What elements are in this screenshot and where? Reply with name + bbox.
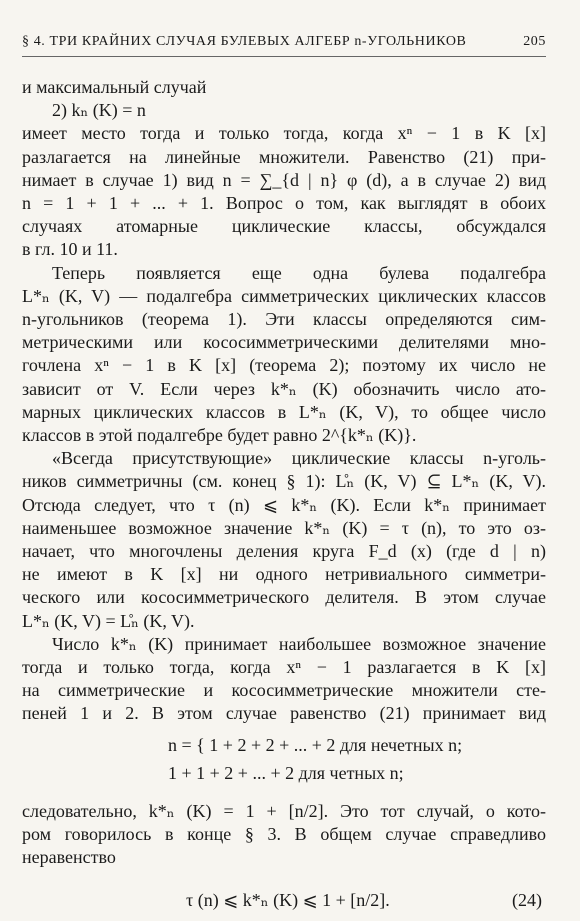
formula-case-even: 1 + 1 + 2 + ... + 2 для четных n; [168,762,404,783]
text-line: и максимальный случай [22,77,207,97]
text-line: на симметрические и кососимметрические множители сте- [22,680,546,701]
text-line: Теперь появляется еще одна булева подалгебра [52,262,546,283]
text-line: в гл. 10 и 11. [22,239,118,260]
text-line: ников симметричны (см. конец § 1): L̊ₙ (K, V) ⊆ L*ₙ (K, V). [22,471,546,492]
text-line: Число k*ₙ (K) принимает наибольшее возможное значение [52,633,546,654]
text-line: L*ₙ (K, V) — подалгебра симметрических циклических классов [22,285,546,306]
text-line: случаях атомарные циклические классы, обсуждался [22,216,546,237]
text-line: n = 1 + 1 + ... + 1. Вопрос о том, как выглядят в обоих [22,193,546,214]
text-line: ром говорилось в конце § 3. В общем случае справедливо [22,823,546,844]
text-line: следовательно, k*ₙ (K) = 1 + [n/2]. Это тот случай, о кото- [22,800,546,821]
formula-case-odd: n = { 1 + 2 + 2 + ... + 2 для нечетных n; [168,734,463,755]
text-line: «Всегда присутствующие» циклические классы n-уголь- [52,448,546,469]
inequality-expression: τ (n) ⩽ k*ₙ (K) ⩽ 1 + [n/2]. [186,890,390,911]
text-line: нимает в случае 1) вид n = ∑_{d | n} φ (d), а в случае 2) вид [22,169,546,190]
text-line: наименьшее возможное значение k*ₙ (K) = τ (n), то это оз- [22,517,546,538]
text-line: зависит от V. Если через k*ₙ (K) обозначить число ато- [22,378,546,399]
text-line: Отсюда следует, что τ (n) ⩽ k*ₙ (K). Если k*ₙ принимает [22,494,546,515]
text-line: пеней 1 и 2. В этом случае равенство (21) принимает вид [22,703,546,724]
display-inequality [22,881,546,921]
equation-number: (24) [512,890,542,911]
text-line: ческого или кососимметрического делителя. В этом случае [22,587,546,608]
text-line: начает, что многочлены деления круга F_d (x) (где d | n) [22,541,546,562]
text-line: неравенство [22,847,116,868]
text-line: имеет место тогда и только тогда, когда xⁿ − 1 в K [x] [22,123,546,144]
text-line: метрическими или кососимметрическими делителями мно- [22,332,546,353]
text-line: L*ₙ (K, V) = L̊ₙ (K, V). [22,610,195,631]
header-rule [22,56,546,57]
text-line: тогда и только тогда, когда xⁿ − 1 разлагается в K [x] [22,657,546,678]
page-number: 205 [523,34,546,49]
text-line: разлагается на линейные множители. Равенство (21) при- [22,146,546,167]
formula-case-2: 2) kₙ (K) = n [52,100,146,121]
text-line: марных циклических классов в L*ₙ (K, V), то общее число [22,401,546,422]
main-text [22,76,546,921]
section-title: § 4. ТРИ КРАЙНИХ СЛУЧАЯ БУЛЕВЫХ АЛГЕБР n-УГОЛЬНИКОВ [22,34,467,49]
text-line: n-угольников (теорема 1). Эти классы определяются сим- [22,309,546,330]
text-line: гочлена xⁿ − 1 в K [x] (теорема 2); поэтому их число не [22,355,546,376]
display-formula-cases [22,732,546,792]
text-line: не имеют в K [x] ни одного нетривиального симметри- [22,564,546,585]
text-line: классов в этой подалгебре будет равно 2^{k*ₙ (K)}. [22,425,417,446]
